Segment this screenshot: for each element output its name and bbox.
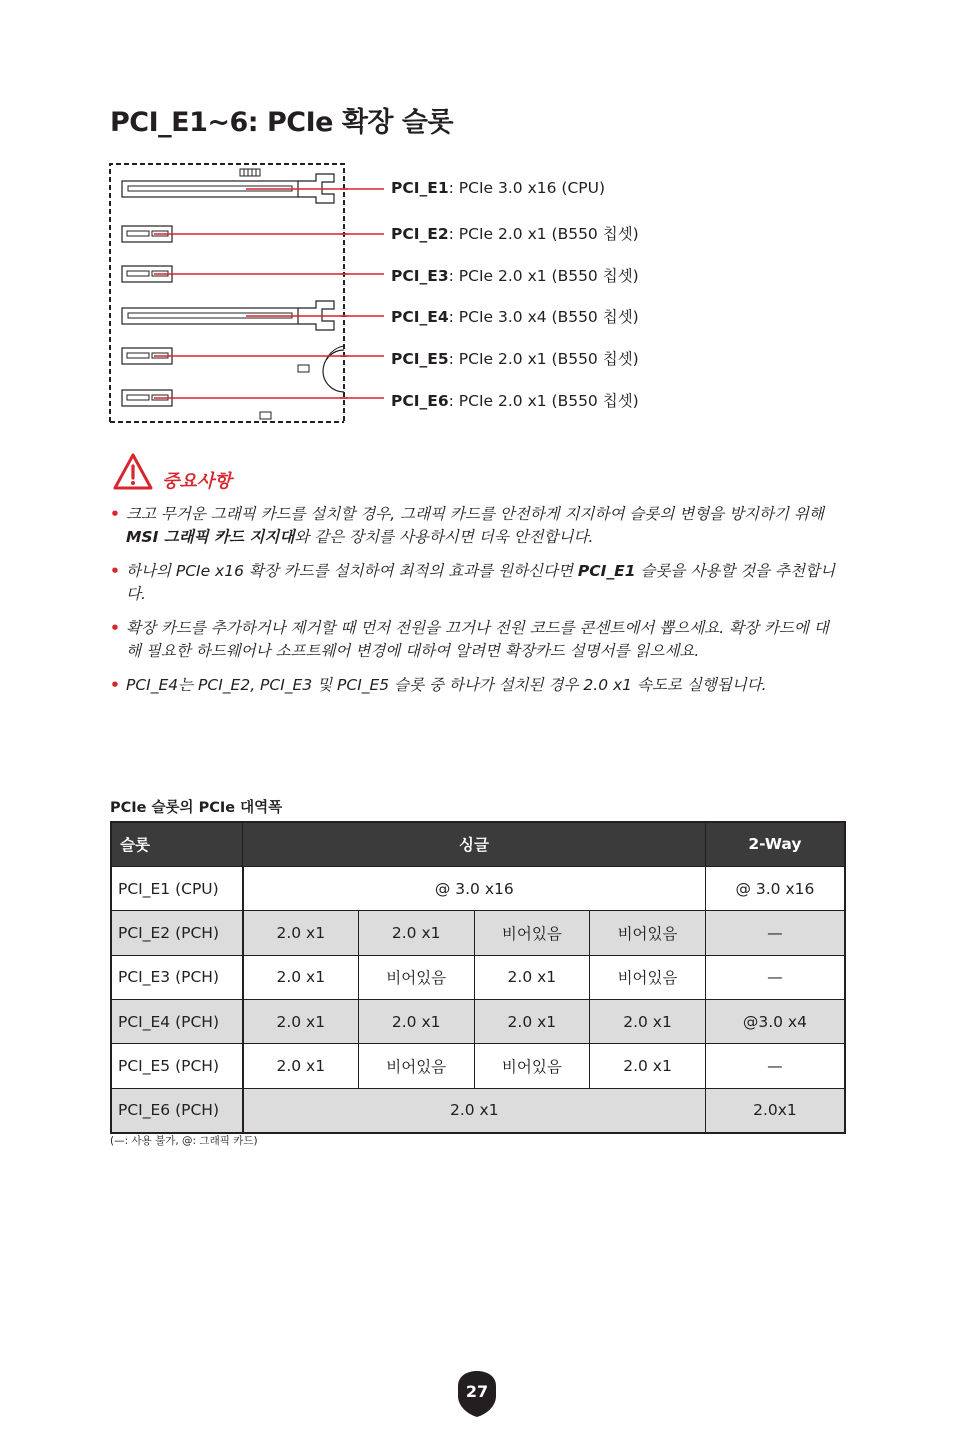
bullet-dot-icon: •: [110, 619, 120, 637]
row-label: PCI_E6 (PCH): [111, 1088, 243, 1132]
table-title: PCIe 슬롯의 PCIe 대역폭: [110, 800, 283, 816]
table-cell: 2.0 x1: [243, 1000, 359, 1044]
table-cell: @ 3.0 x16: [243, 866, 706, 910]
important-title: 중요사항: [162, 471, 232, 492]
row-label: PCI_E1 (CPU): [111, 866, 243, 910]
important-bullets: [110, 503, 840, 709]
slot-label-e6: PCI_E6: PCIe 2.0 x1 (B550 칩셋): [391, 392, 639, 410]
table-row: [111, 1044, 845, 1088]
bullet-dot-icon: •: [110, 562, 120, 580]
page-number-badge: [457, 1370, 497, 1418]
table-cell: —: [705, 911, 845, 955]
bullet-item: • 확장 카드를 추가하거나 제거할 때 먼저 전원을 끄거나 전원 코드를 콘센트에서 뽑으세요. 확장 카드에 대해 필요한 하드웨어나 소프트웨어 변경에 대하여 알려면 확장카드 설명서를 읽으세요.: [110, 619, 829, 660]
table-cell: 비어있음: [474, 911, 590, 955]
table-cell: —: [705, 955, 845, 999]
header-2way: 2-Way: [705, 822, 845, 866]
header-single: 싱글: [243, 822, 706, 866]
slot-label-e5: PCI_E5: PCIe 2.0 x1 (B550 칩셋): [391, 350, 639, 368]
table-cell: 2.0 x1: [358, 911, 474, 955]
bullet-dot-icon: •: [110, 505, 120, 523]
row-label: PCI_E4 (PCH): [111, 1000, 243, 1044]
header-slot: 슬롯: [111, 822, 243, 866]
table-row: [111, 866, 845, 910]
table-cell: 2.0 x1: [243, 955, 359, 999]
table-footnote: (—: 사용 불가, @: 그래픽 카드): [110, 1135, 258, 1147]
slot-label-e3: PCI_E3: PCIe 2.0 x1 (B550 칩셋): [391, 267, 639, 285]
table-cell: 비어있음: [358, 955, 474, 999]
table-row: [111, 1088, 845, 1132]
bullet-item: • 하나의 PCIe x16 확장 카드를 설치하여 최적의 효과를 원하신다면 PCI_E1 슬롯을 사용할 것을 추천합니다.: [110, 562, 835, 603]
row-label: PCI_E3 (PCH): [111, 955, 243, 999]
table-row: [111, 1000, 845, 1044]
table-cell: @ 3.0 x16: [705, 866, 845, 910]
table-cell: 비어있음: [590, 955, 706, 999]
pcie-slot-diagram: [108, 160, 348, 424]
table-cell: 비어있음: [358, 1044, 474, 1088]
slot-label-e4: PCI_E4: PCIe 3.0 x4 (B550 칩셋): [391, 308, 639, 326]
table-cell: 2.0 x1: [243, 1088, 706, 1132]
bullet-item: • 크고 무거운 그래픽 카드를 설치할 경우, 그래픽 카드를 안전하게 지지하여 슬롯의 변형을 방지하기 위해 MSI 그래픽 카드 지지대와 같은 장치를 사용하시면 더욱 안전합니다.: [110, 505, 824, 546]
bandwidth-table: [110, 821, 846, 1134]
table-cell: 2.0 x1: [474, 955, 590, 999]
slot-label-e1: PCI_E1: PCIe 3.0 x16 (CPU): [391, 179, 606, 197]
table-cell: 2.0 x1: [590, 1044, 706, 1088]
table-cell: 2.0 x1: [243, 1044, 359, 1088]
table-cell: 2.0 x1: [590, 1000, 706, 1044]
row-label: PCI_E5 (PCH): [111, 1044, 243, 1088]
table-cell: 2.0 x1: [243, 911, 359, 955]
table-cell: 2.0 x1: [474, 1000, 590, 1044]
table-cell: 비어있음: [590, 911, 706, 955]
table-header-row: [111, 822, 845, 866]
table-cell: —: [705, 1044, 845, 1088]
warning-icon: [112, 452, 154, 492]
row-label: PCI_E2 (PCH): [111, 911, 243, 955]
table-row: [111, 955, 845, 999]
bullet-dot-icon: •: [110, 676, 120, 694]
table-cell: @3.0 x4: [705, 1000, 845, 1044]
page-title: PCI_E1~6: PCIe 확장 슬롯: [110, 107, 454, 138]
table-row: [111, 911, 845, 955]
leader-lines-svg: [340, 160, 386, 424]
table-cell: 비어있음: [474, 1044, 590, 1088]
slot-label-e2: PCI_E2: PCIe 2.0 x1 (B550 칩셋): [391, 225, 639, 243]
page-number: 27: [465, 1382, 489, 1401]
table-cell: 2.0 x1: [358, 1000, 474, 1044]
board-outline-svg: [108, 160, 348, 424]
table-cell: 2.0x1: [705, 1088, 845, 1132]
bullet-item: • PCI_E4는 PCI_E2, PCI_E3 및 PCI_E5 슬롯 중 하나가 설치된 경우 2.0 x1 속도로 실행됩니다.: [110, 674, 840, 697]
